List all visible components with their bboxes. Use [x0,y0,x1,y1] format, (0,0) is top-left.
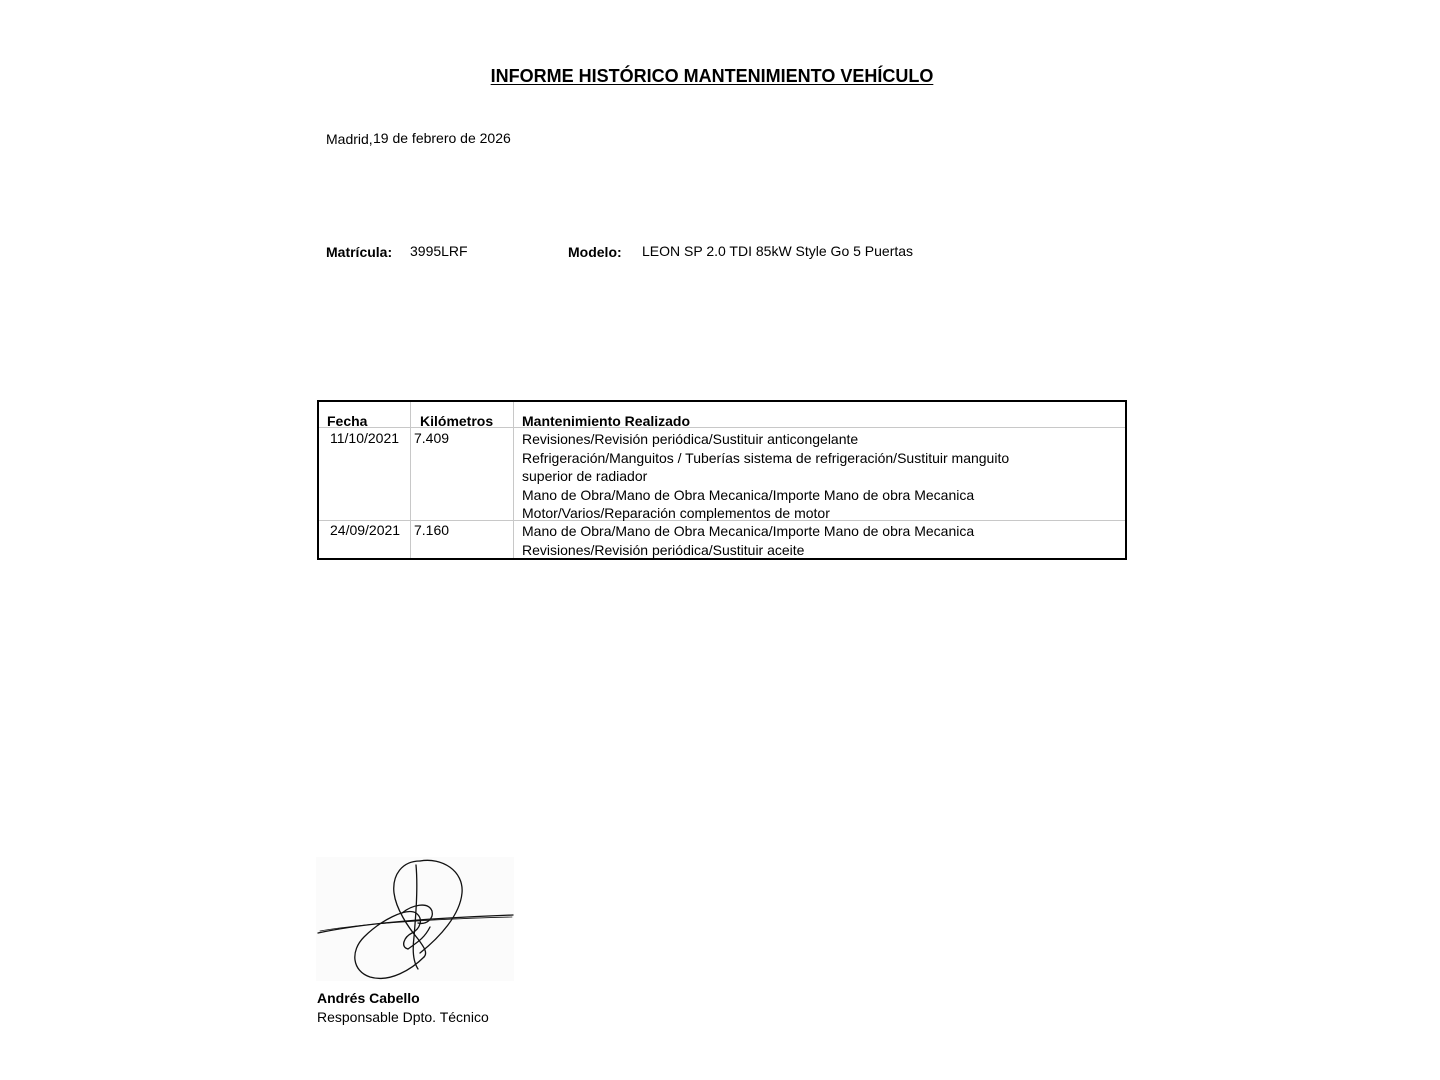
header-date: Fecha [327,413,368,429]
plate-value: 3995LRF [410,243,468,259]
row-item: Revisiones/Revisión periódica/Sustituir anticongelante [522,431,859,447]
signer-role: Responsable Dpto. Técnico [317,1009,489,1025]
maintenance-table [317,400,1127,560]
signature-drawing [316,857,514,981]
signature-image [316,857,514,981]
row-date: 24/09/2021 [330,522,401,538]
row-item: Revisiones/Revisión periódica/Sustituir aceite [522,541,805,558]
header-km: Kilómetros [420,413,494,429]
row-item: superior de radiador [522,468,648,484]
column-divider [513,402,514,558]
row-date: 11/10/2021 [330,430,400,446]
signer-name: Andrés Cabello [317,990,420,1006]
row-km: 7.409 [414,430,450,446]
plate-label: Matrícula: [326,244,393,260]
column-divider [410,402,411,558]
header-maintenance: Mantenimiento Realizado [522,413,691,429]
row-item: Refrigeración/Manguitos / Tuberías sistema de refrigeración/Sustituir manguito [522,449,1010,466]
row-km: 7.160 [414,522,450,538]
place-text: Madrid, [326,131,373,147]
model-label: Modelo: [568,244,622,260]
date-text: 19 de febrero de 2026 [373,130,511,146]
model-value: LEON SP 2.0 TDI 85kW Style Go 5 Puertas [642,243,914,259]
row-item: Mano de Obra/Mano de Obra Mecanica/Importe Mano de obra Mecanica [522,486,975,503]
row-item: Mano de Obra/Mano de Obra Mecanica/Importe Mano de obra Mecanica [522,523,975,539]
report-title: INFORME HISTÓRICO MANTENIMIENTO VEHÍCULO [490,66,934,86]
row-item: Motor/Varios/Reparación complementos de motor [522,505,830,521]
